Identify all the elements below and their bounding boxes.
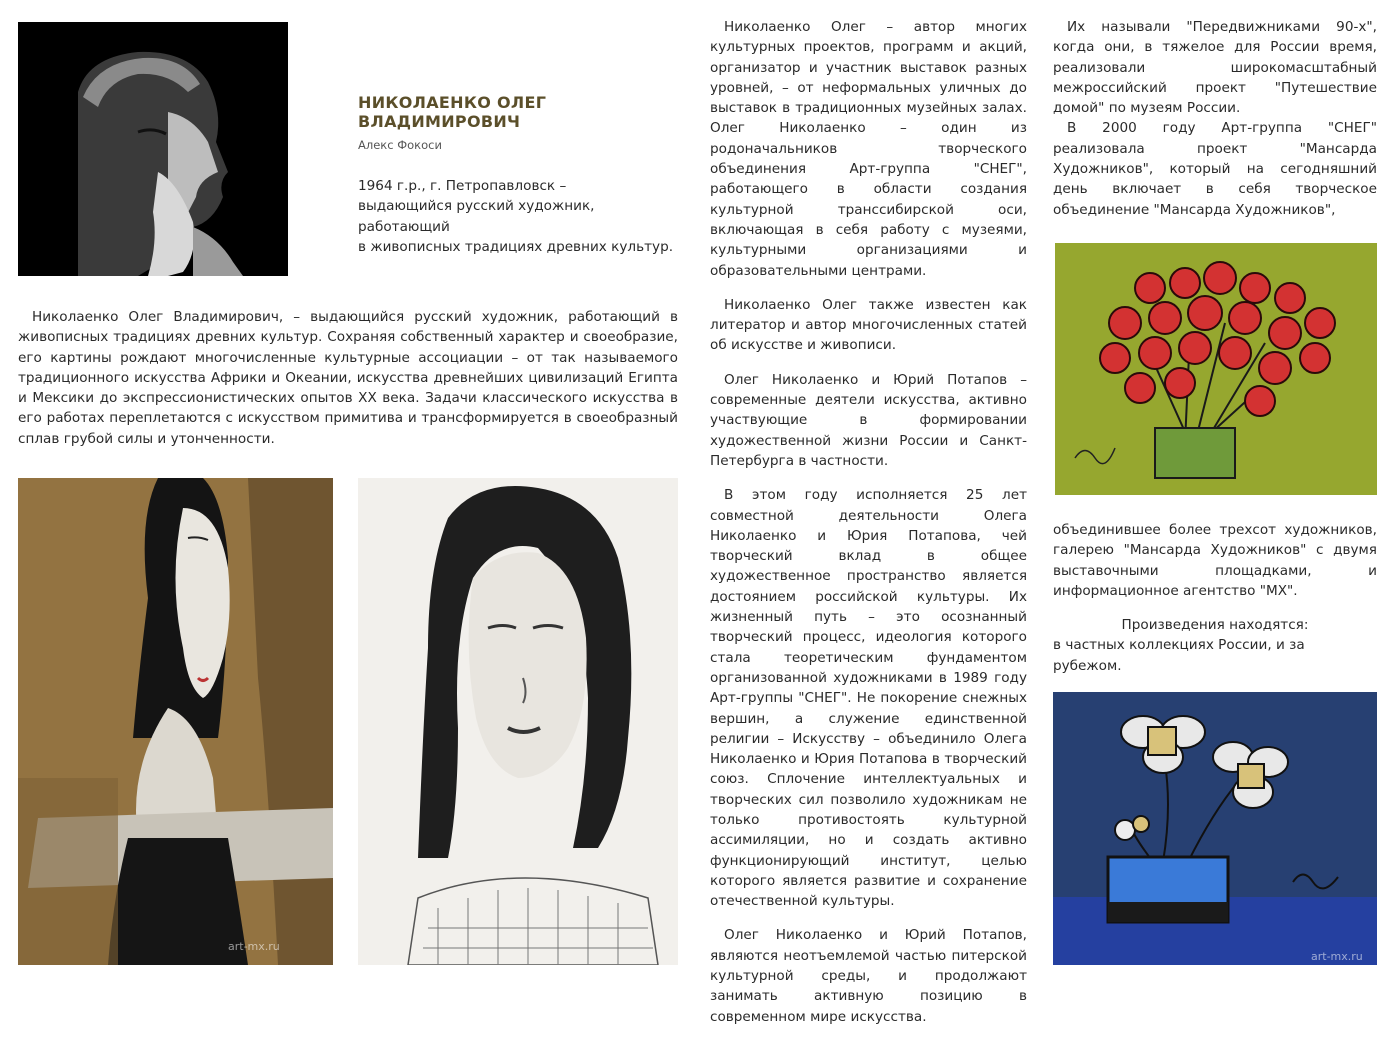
page-title [358, 93, 658, 131]
intro-paragraph: Николаенко Олег Владимирович, – выдающийся русский художник, работающий в живописных традициях древних культур. Сохраняя собственный характер и своеобразие, его картины рождают многочисленные культурные ассоциации – от так называемого традиционного искусства Африки и Океании, искусства древнейших цивилизаций Египта и Мексики до экспрессионистических опытов ХХ века. Задачи классического искусства в его работах переплетаются с искусством примитива и трансформируется в своеобразный сплав грубой силы и утонченности. [18, 309, 678, 447]
column-3 [710, 17, 1027, 1041]
white-flowers-painting [1053, 692, 1377, 965]
col4-continuation: объединившее более трехсот художников, галерею "Мансарда Художников" с двумя выставочными площадками, и информационное агентство "МХ". [1053, 522, 1377, 599]
artist-portrait-photo [18, 22, 288, 276]
column-4-bottom [1053, 520, 1377, 690]
intro-section [18, 307, 678, 463]
col3-paragraph-4: В этом году исполняется 25 лет совместной деятельности Олега Николаенко и Юрия Потапова, чей творческий вклад в общее художественное пространство является достоянием российской культуры. Их жизненный путь – это осознанный творческий процесс, идеология которого стала теоретическим фундаментом организованной художниками в 1989 году Арт-группы "СНЕГ". Не покорение снежных вершин, а служение единственной религии – Искусству – объединило Олега Николаенко и Юрия Потапова в творческий союз. Сплочение интеллектуальных и творческих сил позволило художникам не только противостоять культурной ассимиляции, но и создать активно функционирующий институт, целью которого является развитие и сохранение отечественной культуры. [710, 487, 1027, 910]
col4-paragraph-1: Их называли "Передвижниками 90-х", когда они, в тяжелое для России время, реализовали широкомасштабный межроссийский проект "Путешествие домой" по музеям России. [1053, 19, 1377, 117]
red-flowers-painting [1055, 243, 1377, 495]
col3-paragraph-2: Николаенко Олег также известен как литератор и автор многочисленных статей об искусстве и живописи. [710, 296, 1027, 354]
col4-paragraph-2: В 2000 году Арт-группа "СНЕГ" реализовала проект "Мансарда Художников", который на сегодняшний день включает в себя творческое объединение "Мансарда Художников", [1053, 120, 1377, 218]
watermark-1: art-mx.ru [228, 940, 280, 953]
col3-paragraph-1: Николаенко Олег – автор многих культурных проектов, программ и акций, организатор и участник выставок разных уровней, – от неформальных уличных до выставок в традиционных музейных залах. Олег Николаенко – один из родоначальников творческого объединения Арт-группа "СНЕГ", работающего в области создания культурной транссибирской оси, включающая в себя работу с музеями, культурными организациями и образовательными центрами. [710, 19, 1027, 279]
title-line-1: НИКОЛАЕНКО ОЛЕГ [358, 93, 547, 112]
watermark-2: art-mx.ru [1311, 950, 1363, 963]
works-text: в частных коллекциях России, и за рубежом. [1053, 637, 1305, 674]
lead-line-1: 1964 г.р., г. Петропавловск – [358, 178, 567, 194]
works-heading: Произведения находятся: [1121, 617, 1309, 634]
col3-paragraph-3: Олег Николаенко и Юрий Потапов – современные деятели искусства, активно участвующие в формировании художественной жизни России и Санкт-Петербурга в частности. [710, 371, 1027, 469]
lead-text [358, 176, 688, 257]
lead-line-2: выдающийся русский художник, работающий [358, 198, 595, 235]
woman-charcoal-drawing [358, 478, 678, 965]
title-line-2: ВЛАДИМИРОВИЧ [358, 112, 521, 131]
col3-paragraph-5: Олег Николаенко и Юрий Потапов, являются неотъемлемой частью питерской культурной среды, и продолжают занимать активную позицию в современном мире искусства. [710, 927, 1027, 1025]
lead-line-3: в живописных традициях древних культур. [358, 238, 674, 255]
column-4-top [1053, 17, 1377, 234]
woman-painting [18, 478, 333, 965]
article-author: Алекс Фокоси [358, 138, 442, 152]
